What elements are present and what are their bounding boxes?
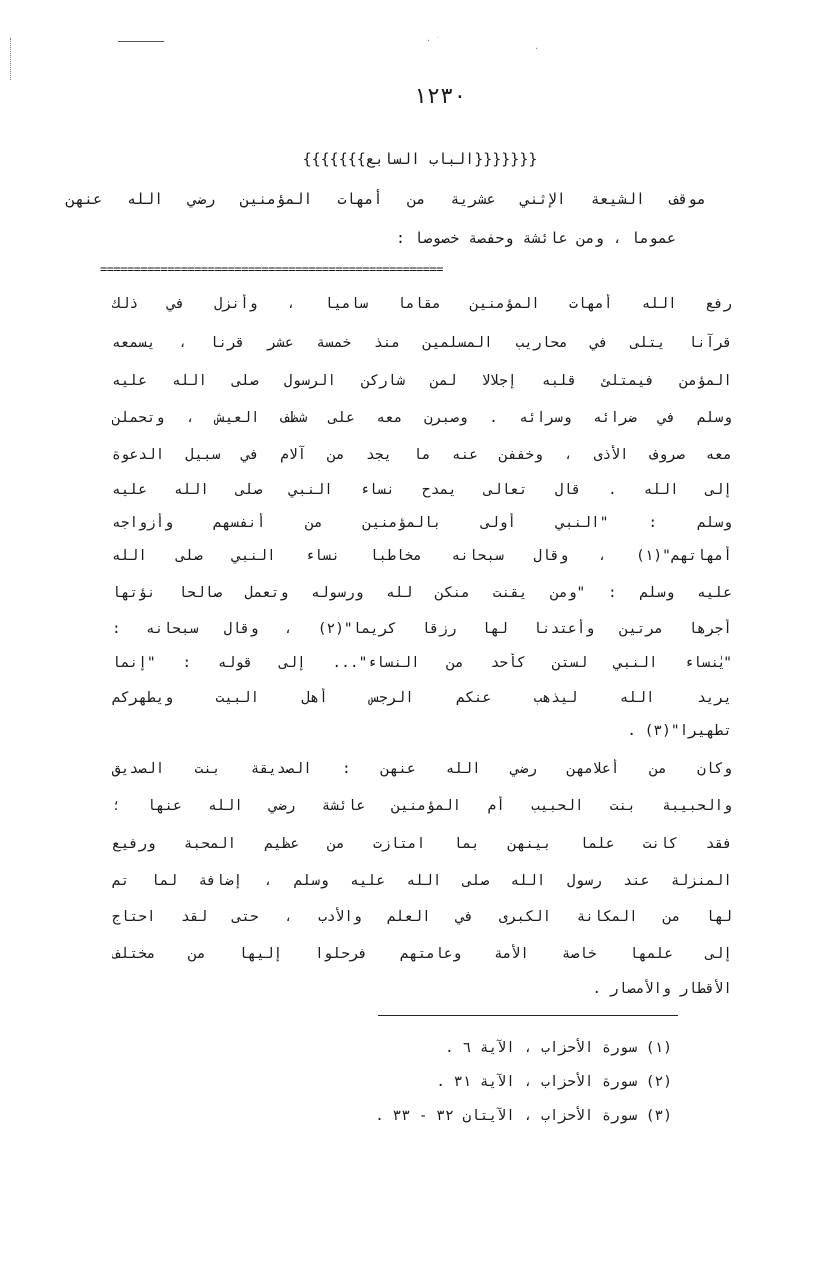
body-line: والحبيبة بنت الحبيب أم المؤمنين عائشة رضي الله عنها ؛ xyxy=(112,798,732,814)
body-line: لها من المكانة الكبرى في العلم والأدب ، حتى لقد احتاج xyxy=(112,909,732,925)
chapter-title: {{{{{{{الباب السابع}}}}}}} xyxy=(302,150,538,168)
heading-line-2: عموما ، ومن عائشة وحفصة خصوصا : xyxy=(396,229,676,247)
footnote-1: (١) سورة الأحزاب ، الآية ٦ . xyxy=(445,1040,672,1056)
body-line: فقد كانت علما بينهن بما امتازت من عظيم المحبة ورفيع xyxy=(112,836,732,852)
body-line: معه صروف الأذى ، وخففن عنه ما يجد من آلام في سبيل الدعوة xyxy=(112,447,732,463)
scan-artifact-top-dash xyxy=(118,41,164,42)
body-line: أجرها مرتين وأعتدنا لها رزقا كريما"(٢) ، وقال سبحانه : xyxy=(112,621,732,637)
heading-line-1: موقف الشيعة الإثني عشرية من أمهات المؤمنين رضي الله عنهن xyxy=(66,190,706,208)
scan-artifact-dot: · xyxy=(534,44,539,53)
body-line: الأقطار والأمصار . xyxy=(592,981,732,997)
scan-artifact-left xyxy=(10,38,13,80)
body-line: تطهيرا"(٣) . xyxy=(627,723,732,739)
body-line: أمهاتهم"(١) ، وقال سبحانه مخاطبا نساء النبي صلى الله xyxy=(112,548,732,564)
body-line: إلى الله . قال تعالى يمدح نساء النبي صلى الله عليه xyxy=(112,482,732,498)
scan-artifact-dots: · ˙ xyxy=(426,36,441,45)
body-line: رفع الله أمهات المؤمنين مقاما ساميا ، وأنزل في ذلك xyxy=(112,296,732,312)
body-line: "يٰنساء النبي لستن كأحد من النساء"... إلى قوله : "إنما xyxy=(112,655,732,671)
page-number: ١٢٣٠ xyxy=(413,84,467,109)
body-line: قرآنا يتلى في محاريب المسلمين منذ خمسة عشر قرنا ، يسمعه xyxy=(112,335,732,351)
separator-rule: =================================================== xyxy=(100,262,443,276)
body-line: وكان من أعلامهن رضي الله عنهن : الصديقة بنت الصديق xyxy=(112,761,732,777)
body-line: وسلم في ضرائه وسرائه . وصبرن معه على شظف العيش ، وتحملن xyxy=(112,410,732,426)
footnote-2: (٢) سورة الأحزاب ، الآية ٣١ . xyxy=(436,1074,672,1090)
body-line: إلى علمها خاصة الأمة وعامتهم فرحلوا إليها من مختلف xyxy=(112,946,732,962)
footnote-rule xyxy=(378,1015,678,1016)
body-line: عليه وسلم : "ومن يقنت منكن لله ورسوله وتعمل صالحا نؤتها xyxy=(112,585,732,601)
body-line: وسلم : "النبي أولى بالمؤمنين من أنفسهم وأزواجه xyxy=(112,515,732,531)
body-line: المؤمن فيمتلئ قلبه إجلالا لمن شاركن الرسول صلى الله عليه xyxy=(112,373,732,389)
footnote-3: (٣) سورة الأحزاب ، الآيتان ٣٢ - ٣٣ . xyxy=(375,1108,672,1124)
body-line: المنزلة عند رسول الله صلى الله عليه وسلم ، إضافة لما تم xyxy=(112,873,732,889)
body-line: يريد الله ليذهب عنكم الرجس أهل البيت ويطهركم xyxy=(112,690,732,706)
